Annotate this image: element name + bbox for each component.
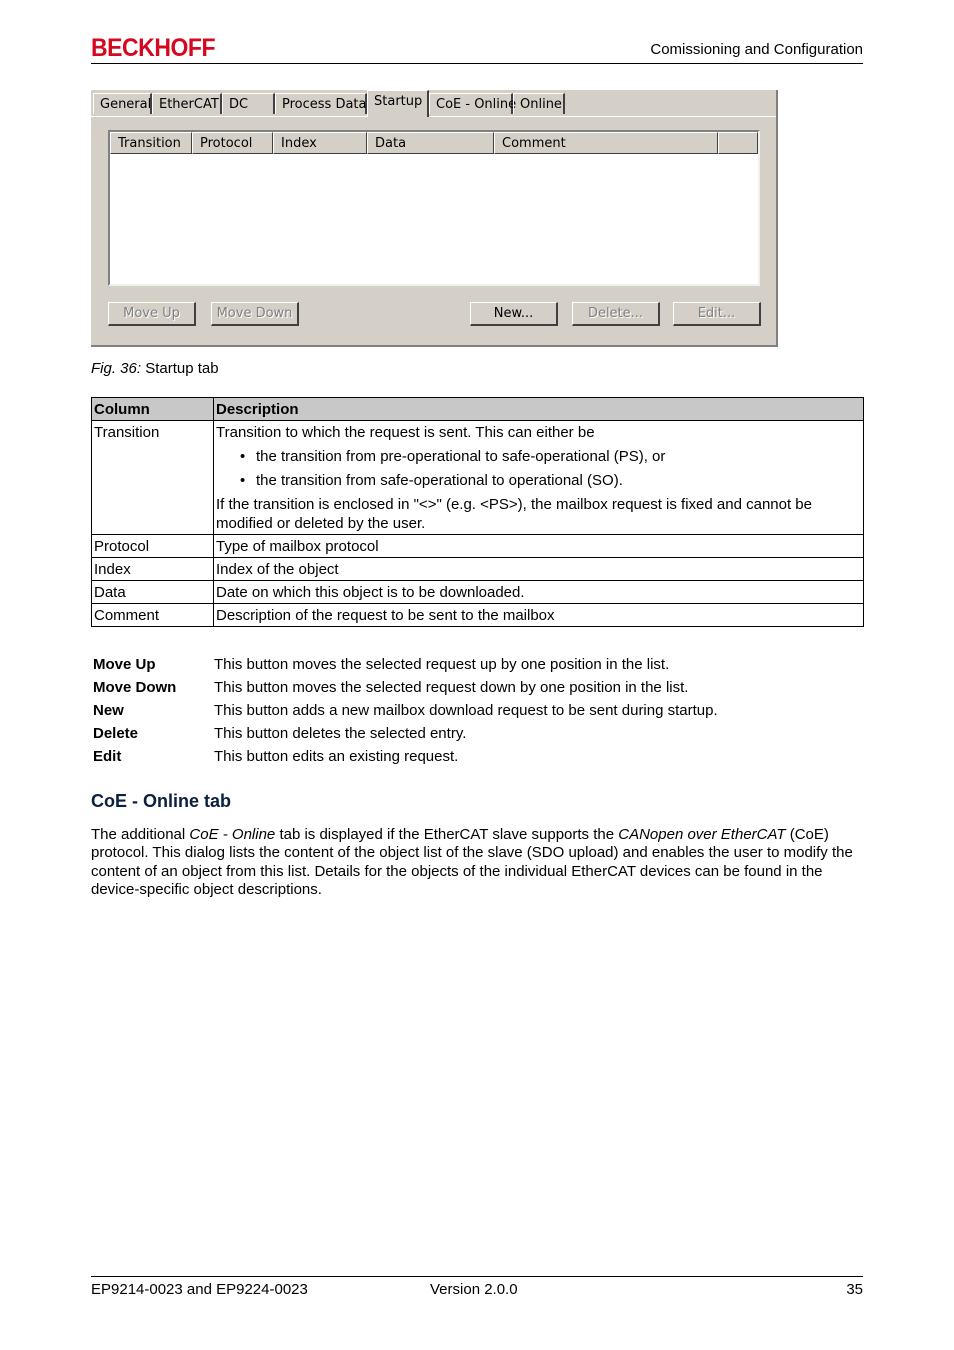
- bullet-item: • the transition from pre-operational to safe-operational (PS), or: [216, 447, 861, 466]
- column-header-spare: [718, 132, 758, 154]
- button-definition: This button adds a new mailbox download request to be sent during startup.: [214, 702, 718, 719]
- column-header-protocol[interactable]: Protocol: [192, 132, 273, 154]
- header-title: Comissioning and Configuration: [650, 41, 863, 58]
- column-description-table: [91, 397, 864, 627]
- tab-process-data[interactable]: Process Data: [275, 93, 367, 114]
- table-row: [92, 535, 864, 558]
- table-cell-description: Type of mailbox protocol: [214, 535, 864, 558]
- header-divider: [91, 63, 863, 64]
- table-header-row: [92, 398, 864, 421]
- figure-number: Fig. 36:: [91, 360, 142, 377]
- page-number: 35: [846, 1281, 863, 1298]
- table-cell-description: Date on which this object is to be downloaded.: [214, 581, 864, 604]
- tab-dc[interactable]: DC: [222, 93, 275, 114]
- figure-caption-text: Startup tab: [145, 360, 219, 377]
- button-term: Delete: [93, 725, 139, 742]
- table-cell-description: [214, 421, 864, 535]
- tab-startup[interactable]: Startup: [367, 90, 429, 117]
- footer-divider: [91, 1276, 863, 1277]
- button-definition: This button moves the selected request up by one position in the list.: [214, 656, 670, 673]
- column-header-data[interactable]: Data: [367, 132, 494, 154]
- tab-general[interactable]: General: [93, 93, 152, 114]
- move-up-button[interactable]: Move Up: [108, 302, 196, 326]
- table-header-description: Description: [214, 398, 864, 421]
- table-cell-column: Transition: [92, 421, 214, 535]
- transition-intro: Transition to which the request is sent. This can either be: [216, 424, 595, 441]
- table-header-column: Column: [92, 398, 214, 421]
- button-definition: This button edits an existing request.: [214, 748, 459, 765]
- button-definition: This button deletes the selected entry.: [214, 725, 467, 742]
- column-header-transition[interactable]: Transition: [110, 132, 192, 154]
- table-cell-column: Data: [92, 581, 214, 604]
- tab-panel-border: [91, 116, 776, 117]
- transition-note: If the transition is enclosed in "<>" (e.g. <PS>), the mailbox request is fixed and cannot be modified or deleted by the user.: [216, 496, 812, 532]
- footer-version: Version 2.0.0: [430, 1281, 518, 1298]
- section-paragraph: The additional CoE - Online tab is displayed if the EtherCAT slave supports the CANopen over EtherCAT (CoE) protocol. This dialog lists the content of the object list of the slave (SDO upload) and enables the user to modify the content of an object from this list. Details for the objects of the individual EtherCAT devices can be found in the device-specific object descriptions.: [91, 826, 853, 898]
- startup-list[interactable]: [108, 130, 760, 286]
- button-definition: This button moves the selected request down by one position in the list.: [214, 679, 689, 696]
- button-term: Move Down: [93, 679, 177, 696]
- table-row: [92, 581, 864, 604]
- footer-product: EP9214-0023 and EP9224-0023: [91, 1281, 308, 1298]
- move-down-button[interactable]: Move Down: [211, 302, 299, 326]
- delete-button[interactable]: Delete...: [572, 302, 660, 326]
- table-cell-column: Protocol: [92, 535, 214, 558]
- table-cell-description: Index of the object: [214, 558, 864, 581]
- new-button[interactable]: New...: [470, 302, 558, 326]
- column-header-comment[interactable]: Comment: [494, 132, 718, 154]
- tab-coe-online[interactable]: CoE - Online: [429, 93, 513, 114]
- beckhoff-logo: BECKHOFF: [91, 34, 216, 62]
- tab-ethercat[interactable]: EtherCAT: [152, 93, 222, 114]
- table-cell-column: Index: [92, 558, 214, 581]
- button-term: Move Up: [93, 656, 156, 673]
- section-heading: CoE - Online tab: [91, 791, 232, 811]
- edit-button[interactable]: Edit...: [673, 302, 761, 326]
- tab-strip: [91, 90, 776, 116]
- table-row: [92, 421, 864, 535]
- button-term: New: [93, 702, 124, 719]
- startup-dialog: [91, 90, 778, 347]
- table-cell-description: Description of the request to be sent to the mailbox: [214, 604, 864, 627]
- table-cell-column: Comment: [92, 604, 214, 627]
- button-term: Edit: [93, 748, 122, 765]
- bullet-item: • the transition from safe-operational to operational (SO).: [216, 471, 861, 490]
- column-header-index[interactable]: Index: [273, 132, 367, 154]
- table-row: [92, 604, 864, 627]
- figure-caption: [91, 360, 219, 377]
- table-row: [92, 558, 864, 581]
- tab-online[interactable]: Online: [513, 93, 565, 114]
